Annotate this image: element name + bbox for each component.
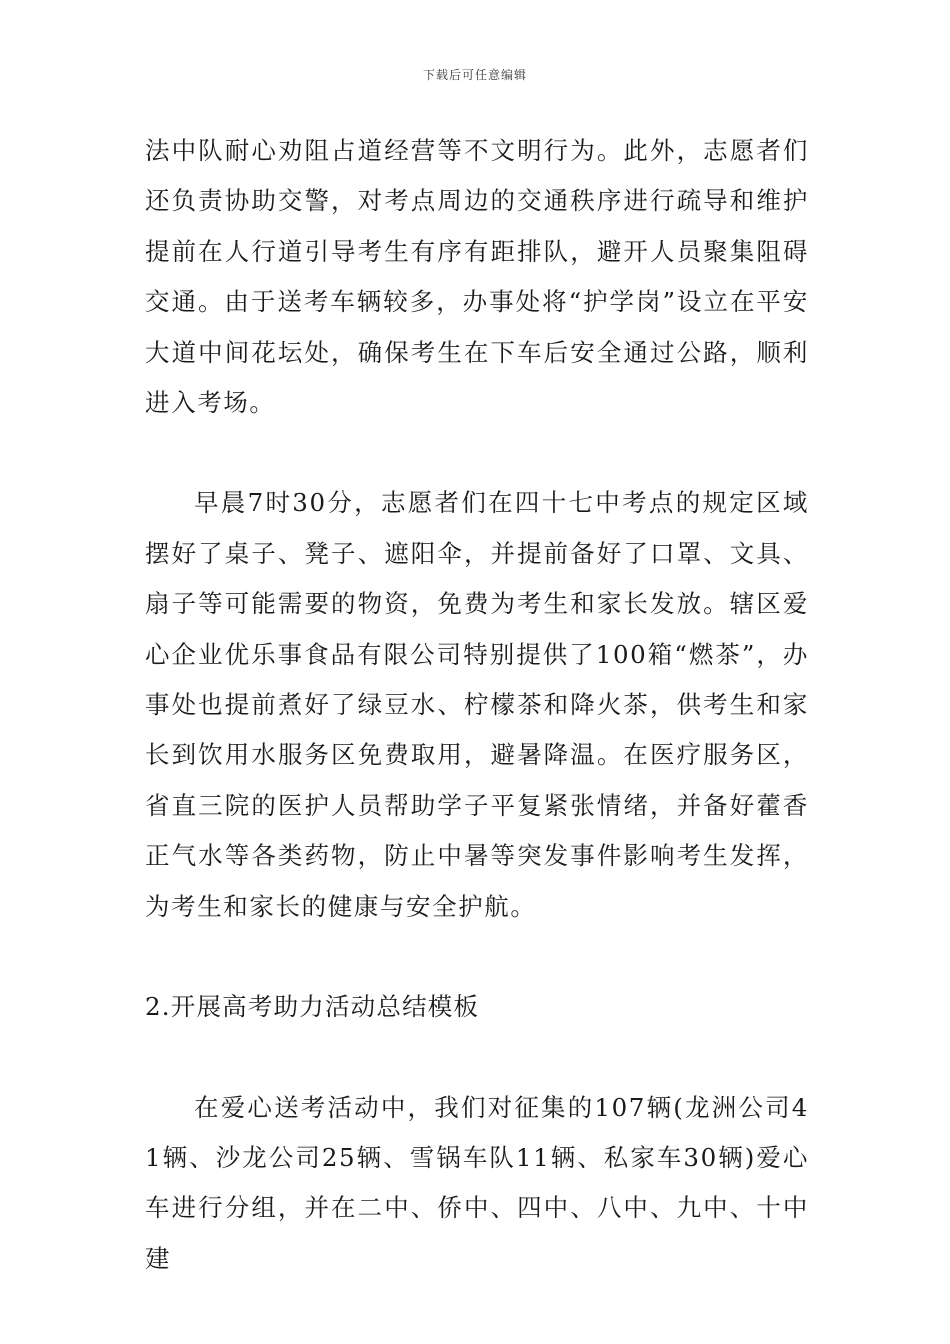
paragraph-3: 在爱心送考活动中，我们对征集的107辆(龙洲公司41辆、沙龙公司25辆、雪锅车队11辆、私家车30辆)爱心车进行分组，并在二中、侨中、四中、八中、九中、十中建 [145,1092,809,1273]
page-header-note: 下载后可任意编辑 [422,68,527,82]
paragraph-2: 早晨7时30分，志愿者们在四十七中考点的规定区域摆好了桌子、凳子、遮阳伞，并提前备好了口罩、文具、扇子等可能需要的物资，免费为考生和家长发放。辖区爱心企业优乐事食品有限公司特别提供了100箱“燃茶”，办事处也提前煮好了绿豆水、柠檬茶和降火茶，供考生和家长到饮用水服务区免费取用，避暑降温。在医疗服务区，省直三院的医护人员帮助学子平复紧张情绪，并备好藿香正气水等各类药物，防止中暑等突发事件影响考生发挥，为考生和家长的健康与安全护航。 [145,488,809,921]
paragraph-1: 法中队耐心劝阻占道经营等不文明行为。此外，志愿者们还负责协助交警，对考点周边的交通秩序进行疏导和维护提前在人行道引导考生有序有距排队，避开人员聚集阻碍交通。由于送考车辆较多，办事处将“护学岗”设立在平安大道中间花坛处，确保考生在下车后安全通过公路，顺利进入考场。 [145,136,809,418]
document-body [145,126,809,1284]
section-heading: 2.开展高考助力活动总结模板 [145,992,480,1022]
